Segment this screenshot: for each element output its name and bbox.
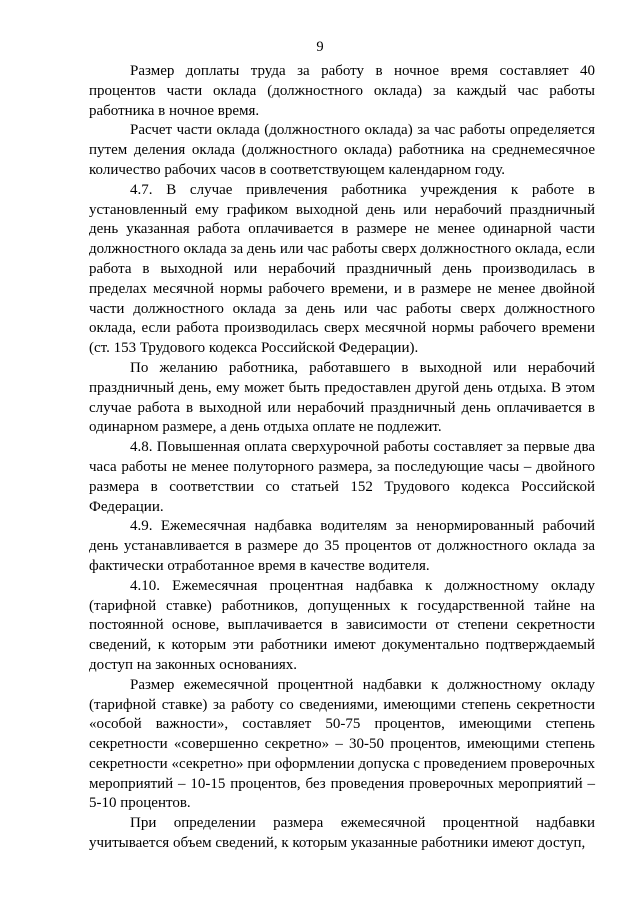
page-number: 9 bbox=[316, 39, 324, 55]
paragraph-night-work-pay: Размер доплаты труда за работу в ночное время составляет 40 процентов части оклада (должностного оклада) за каждый час работы работника в ночное время. bbox=[89, 63, 595, 119]
paragraph-hourly-rate-calculation: Расчет части оклада (должностного оклада) за час работы определяется путем деления оклада (должностного оклада) работника на среднемесячное количество рабочих часов в соответствующем календарном году. bbox=[89, 122, 595, 178]
paragraph-4-8-overtime: 4.8. Повышенная оплата сверхурочной работы составляет за первые два часа работы не менее полуторного размера, за последующие часы – двойного размера в соответствии со статьей 152 Трудового кодекса Российской Федерации. bbox=[89, 439, 595, 515]
paragraph-bonus-determination: При определении размера ежемесячной процентной надбавки учитывается объем сведений, к которым указанные работники имеют доступ, bbox=[89, 815, 595, 852]
paragraph-4-10-secrecy-bonus: 4.10. Ежемесячная процентная надбавка к должностному окладу (тарифной ставке) работников, допущенных к государственной тайне на постоянной основе, выплачивается в зависимости от степени секретности сведений, к которым эти работники имеют документально подтверждаемый доступ на законных основаниях. bbox=[89, 577, 595, 673]
paragraph-4-9-drivers-bonus: 4.9. Ежемесячная надбавка водителям за ненормированный рабочий день устанавливается в размере до 35 процентов от должностного оклада за фактически отработанное время в качестве водителя. bbox=[89, 518, 595, 574]
paragraph-secrecy-bonus-rates: Размер ежемесячной процентной надбавки к должностному окладу (тарифной ставке) за работу со сведениями, имеющими степень секретности «особой важности», составляет 50-75 процентов, имеющими степень секретности «совершенно секретно» – 30-50 процентов, имеющими степень секретности «секретно» при оформлении допуска с проведением проверочных мероприятий – 10-15 процентов, без проведения проверочных мероприятий – 5-10 процентов. bbox=[89, 676, 595, 812]
paragraph-4-7-holiday-work: 4.7. В случае привлечения работника учреждения к работе в установленный ему графиком выходной день или нерабочий праздничный день указанная работа оплачивается в размере не менее одинарной части должностного оклада за день или час работы сверх должностного оклада, если работа в выходной или нерабочий праздничный день производилась в пределах месячной нормы рабочего времени, и в размере не менее двойной части должностного оклада за день или час работы сверх должностного оклада, если работа производилась сверх месячной нормы рабочего времени (ст. 153 Трудового кодекса Российской Федерации). bbox=[89, 181, 595, 357]
document-body bbox=[89, 62, 595, 854]
paragraph-day-off-option: По желанию работника, работавшего в выходной или нерабочий праздничный день, ему может быть предоставлен другой день отдыха. В этом случае работа в выходной или нерабочий праздничный день оплачивается в одинарном размере, а день отдыха оплате не подлежит. bbox=[89, 359, 595, 436]
